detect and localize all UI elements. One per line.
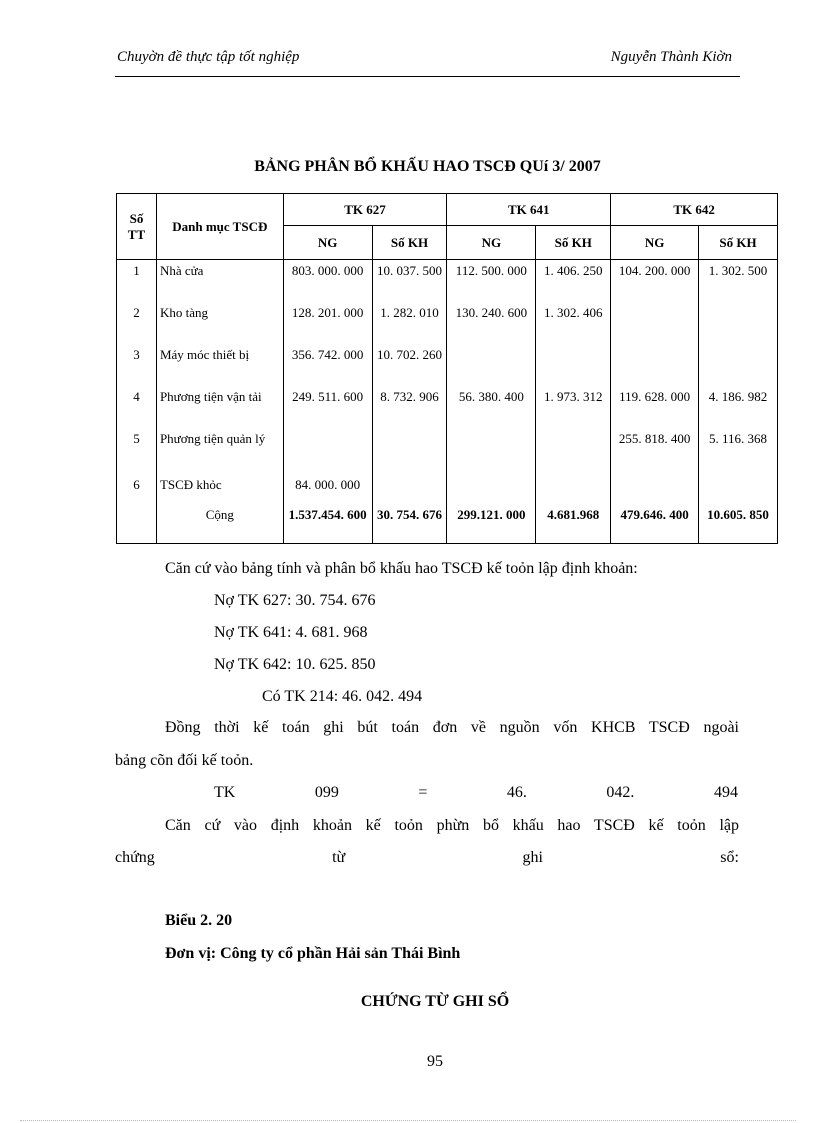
cell-kh641: 1. 406. 250 (536, 260, 611, 302)
cancu-line1: Căn cứ vào định khoản kế toỏn phừn bổ khấu hao TSCĐ kế toỏn lập (165, 817, 739, 834)
total-ng641: 299.121. 000 (447, 504, 536, 544)
header-author: Nguyễn Thành Kiờn (610, 49, 732, 65)
cancu-word4: sổ: (720, 849, 739, 866)
header-left-title: Chuyờn đề thực tập tốt nghiệp (117, 49, 300, 65)
cancu-word3: ghi (522, 849, 543, 866)
table-row (117, 302, 778, 344)
entry-no627: Nợ TK 627: 30. 754. 676 (214, 592, 376, 609)
cell-ng642 (611, 474, 699, 504)
cell-ng641 (447, 428, 536, 474)
cell-ng641: 56. 380. 400 (447, 386, 536, 428)
tk-amount-part2: 042. (606, 784, 635, 801)
bieu-label: Biểu 2. 20 (165, 912, 233, 929)
row-stt: 3 (117, 344, 157, 386)
cell-kh642 (699, 474, 778, 504)
entry-co214: Có TK 214: 46. 042. 494 (262, 688, 423, 705)
cell-kh627 (372, 474, 447, 504)
tk-amount-part3: 494 (713, 784, 738, 801)
cell-kh627: 10. 037. 500 (372, 260, 447, 302)
cell-kh627: 10. 702. 260 (372, 344, 447, 386)
cell-kh627 (372, 428, 447, 474)
table-row (117, 474, 778, 504)
cell-kh641: 1. 973. 312 (536, 386, 611, 428)
cancu-line2 (115, 847, 739, 869)
col-danh-muc: Danh mục TSCĐ (156, 194, 283, 260)
entry-no642: Nợ TK 642: 10. 625. 850 (214, 656, 376, 673)
donvi-label: Đơn vị: Công ty cổ phần Hải sản Thái Bình (165, 945, 461, 962)
cell-ng627: 356. 742. 000 (283, 344, 372, 386)
total-label: Cộng (156, 504, 283, 544)
row-stt: 6 (117, 474, 157, 504)
cell-kh641 (536, 344, 611, 386)
tk-equals: = (418, 784, 428, 801)
total-ng627: 1.537.454. 600 (283, 504, 372, 544)
table-row (117, 344, 778, 386)
group-tk641: TK 641 (447, 194, 611, 226)
footer-dotted-rule (20, 1120, 796, 1121)
chungtu-title: CHỨNG TỪ GHI SỔ (360, 993, 510, 1010)
cell-kh627: 1. 282. 010 (372, 302, 447, 344)
sub-kh-641: Số KH (536, 226, 611, 260)
cell-ng642 (611, 302, 699, 344)
sub-ng-642: NG (611, 226, 699, 260)
sub-kh-627: Số KH (372, 226, 447, 260)
row-name: Kho tàng (156, 302, 283, 344)
sub-ng-641: NG (447, 226, 536, 260)
depreciation-table (116, 193, 778, 544)
cell-kh641: 1. 302. 406 (536, 302, 611, 344)
table-row (117, 428, 778, 474)
cell-kh642 (699, 302, 778, 344)
row-name: Phương tiện quản lý (156, 428, 283, 474)
row-name: Máy móc thiết bị (156, 344, 283, 386)
tk-label: TK (214, 784, 236, 801)
cell-ng627: 803. 000. 000 (283, 260, 372, 302)
cell-ng641: 130. 240. 600 (447, 302, 536, 344)
cell-ng642: 255. 818. 400 (611, 428, 699, 474)
sub-kh-642: Số KH (699, 226, 778, 260)
cell-ng627: 249. 511. 600 (283, 386, 372, 428)
cell-kh627: 8. 732. 906 (372, 386, 447, 428)
total-stt-blank (117, 504, 157, 544)
table-row (117, 386, 778, 428)
sub-ng-627: NG (283, 226, 372, 260)
total-kh641: 4.681.968 (536, 504, 611, 544)
total-kh642: 10.605. 850 (699, 504, 778, 544)
total-row (117, 504, 778, 544)
cell-kh642: 5. 116. 368 (699, 428, 778, 474)
cell-ng642: 104. 200. 000 (611, 260, 699, 302)
group-tk627: TK 627 (283, 194, 447, 226)
col-so-tt: Số TT (117, 194, 157, 260)
cancu-word1: chứng (115, 849, 155, 866)
tk-account: 099 (314, 784, 339, 801)
cell-kh641 (536, 474, 611, 504)
cell-ng627 (283, 428, 372, 474)
cell-ng627: 84. 000. 000 (283, 474, 372, 504)
cell-ng641 (447, 474, 536, 504)
cancu-word2: từ (332, 849, 346, 866)
total-kh627: 30. 754. 676 (372, 504, 447, 544)
cell-kh642 (699, 344, 778, 386)
total-ng642: 479.646. 400 (611, 504, 699, 544)
intro-text: Căn cứ vào bảng tính và phân bổ khấu hao TSCĐ kế toỏn lập định khoản: (165, 560, 638, 577)
row-stt: 1 (117, 260, 157, 302)
row-name: Nhà cửa (156, 260, 283, 302)
row-name: Phương tiện vận tải (156, 386, 283, 428)
table-title: BẢNG PHÂN BỔ KHẤU HAO TSCĐ QUí 3/ 2007 (254, 158, 601, 175)
table-row (117, 260, 778, 302)
header-rule (115, 76, 740, 77)
cell-ng641: 112. 500. 000 (447, 260, 536, 302)
cell-kh641 (536, 428, 611, 474)
tk-amount-part1: 46. (506, 784, 527, 801)
row-stt: 2 (117, 302, 157, 344)
tk099-line (214, 782, 738, 804)
page-number: 95 (427, 1053, 443, 1070)
cell-kh642: 4. 186. 982 (699, 386, 778, 428)
dongthoi-line2: bảng cõn đối kế toỏn. (115, 752, 254, 769)
cell-ng642 (611, 344, 699, 386)
row-name: TSCĐ khỏc (156, 474, 283, 504)
row-stt: 4 (117, 386, 157, 428)
cell-ng642: 119. 628. 000 (611, 386, 699, 428)
dongthoi-line1: Đồng thời kế toán ghi bút toán đơn về nguồn vốn KHCB TSCĐ ngoài (165, 719, 739, 736)
cell-ng627: 128. 201. 000 (283, 302, 372, 344)
group-tk642: TK 642 (611, 194, 778, 226)
cell-kh642: 1. 302. 500 (699, 260, 778, 302)
row-stt: 5 (117, 428, 157, 474)
cell-ng641 (447, 344, 536, 386)
entry-no641: Nợ TK 641: 4. 681. 968 (214, 624, 368, 641)
